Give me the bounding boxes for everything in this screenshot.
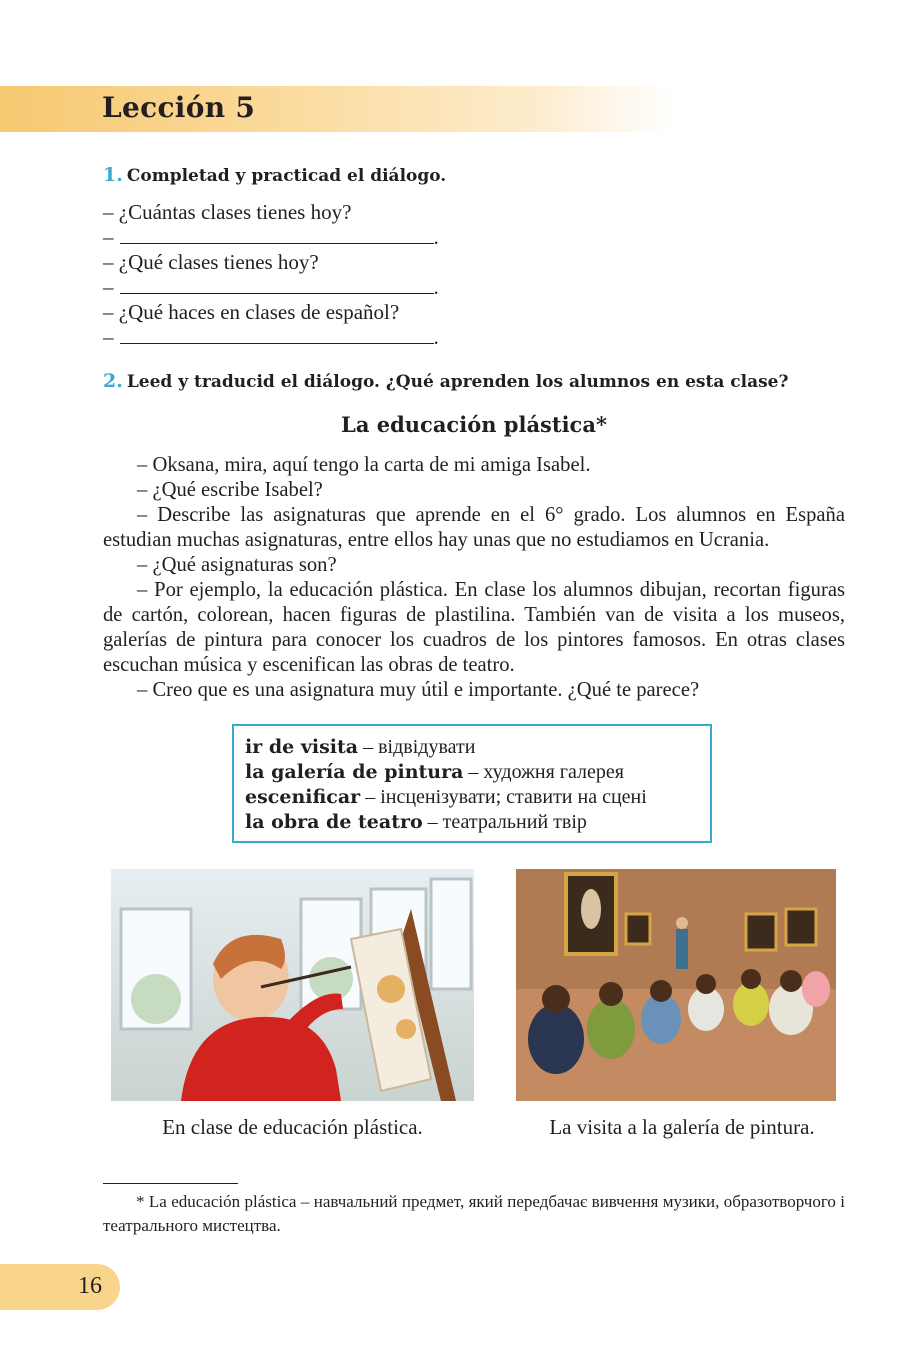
footnote	[103, 1190, 845, 1238]
dialog-answer-line: – .	[103, 275, 439, 299]
lesson-title: Lección 5	[102, 91, 256, 124]
answer-blank[interactable]	[120, 226, 434, 244]
reading-paragraph: – ¿Qué escribe Isabel?	[137, 479, 323, 501]
vocabulary-box	[232, 724, 712, 843]
task-1-text: Completad y practicad el diálogo.	[126, 166, 447, 186]
reading-paragraph: – Por ejemplo, la educación plástica. En clase los alumnos dibujan, recortan figuras de cartón, colorean, hacen figuras de plastilina. También van de visita a los museos, galerías de pintura para conocer los cuadros de los pintores famosos. En otras clases escuchan música y escenifican las obras de teatro.	[103, 579, 845, 676]
dialog-line: – ¿Qué haces en clases de español?	[103, 300, 400, 324]
reading-text	[103, 453, 845, 703]
task-2-instruction	[103, 370, 788, 392]
dialog-line: – ¿Qué clases tienes hoy?	[103, 250, 319, 274]
task-1-instruction	[103, 164, 446, 186]
answer-blank[interactable]	[120, 326, 434, 344]
answer-blank[interactable]	[120, 276, 434, 294]
footnote-rule	[103, 1183, 238, 1184]
reading-paragraph: – Describe las asignaturas que aprende en el 6° grado. Los alumnos en España estudian muchas asignaturas, entre ellos hay unas que no estudiamos en Ucrania.	[103, 504, 845, 551]
vocab-entry: escenificar – інсценізувати; ставити на сцені	[245, 786, 647, 808]
reading-paragraph: – Oksana, mira, aquí tengo la carta de mi amiga Isabel.	[137, 454, 591, 476]
vocab-entry: la galería de pintura – художня галерея	[245, 761, 624, 783]
reading-title: La educación plástica*	[341, 412, 607, 437]
dialog-answer-line: – .	[103, 325, 439, 349]
page-number-tab	[0, 1264, 120, 1310]
photo-caption-right: La visita a la galería de pintura.	[549, 1115, 815, 1139]
reading-paragraph: – Creo que es una asignatura muy útil e importante. ¿Qué te parece?	[137, 679, 700, 701]
dialog-answer-line: – .	[103, 225, 439, 249]
photo-caption-left: En clase de educación plástica.	[162, 1115, 423, 1139]
reading-paragraph: – ¿Qué asignaturas son?	[137, 554, 337, 576]
task-2-number: 2.	[103, 370, 123, 392]
task-1-number: 1.	[103, 164, 123, 186]
footnote-text: * La educación plástica – навчальний предмет, який передбачає вивчення музики, образотворчого і театрального мистецтва.	[103, 1192, 845, 1235]
task-2-text: Leed y traducid el diálogo. ¿Qué aprenden los alumnos en esta clase?	[126, 372, 789, 392]
dialog-line: – ¿Cuántas clases tienes hoy?	[103, 200, 352, 224]
photo-gallery-visit	[516, 869, 836, 1101]
lesson-header-banner	[0, 86, 672, 132]
photo-child-painting	[111, 869, 474, 1101]
vocab-entry: ir de visita – відвідувати	[245, 736, 476, 758]
vocab-entry: la obra de teatro – театральний твір	[245, 811, 587, 833]
page-number: 16	[78, 1273, 102, 1299]
